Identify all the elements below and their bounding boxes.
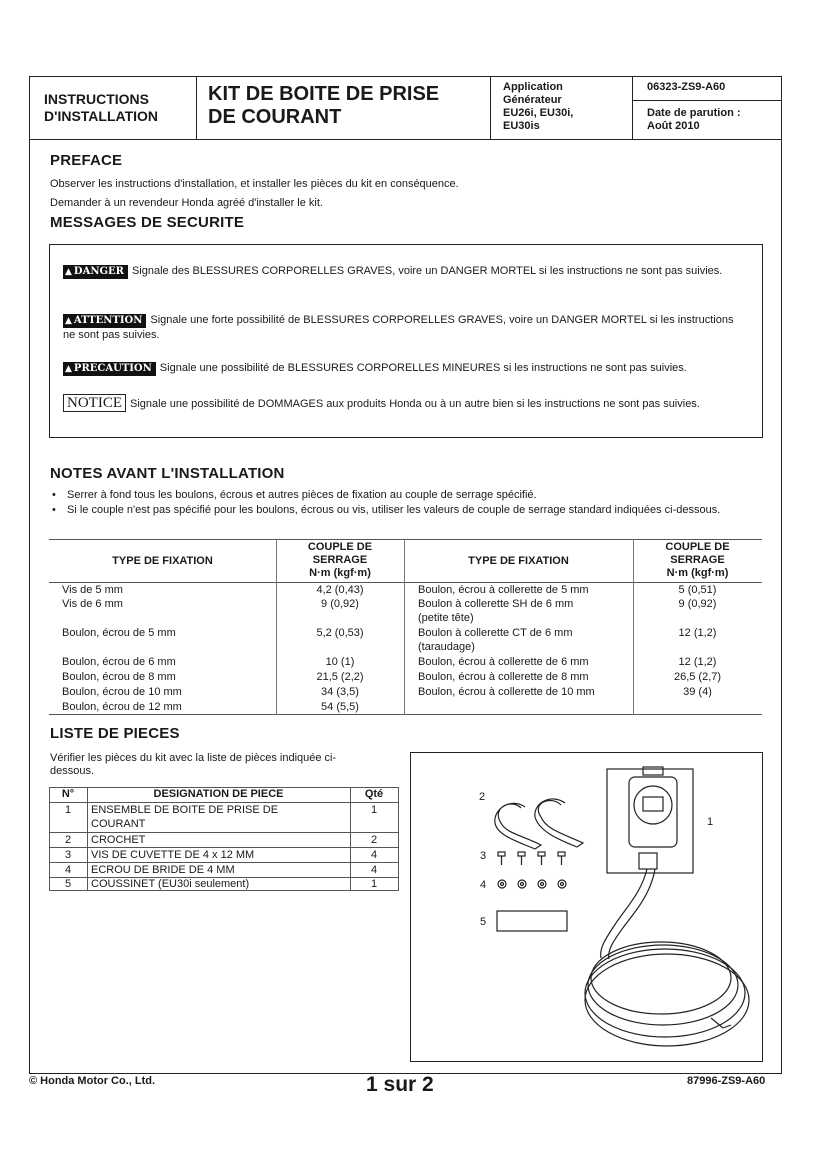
bullet-dot-icon: • xyxy=(52,504,56,516)
torque-right-value: 12 (1,2) xyxy=(678,656,717,668)
parts-row-designation: COUSSINET (EU30i seulement) xyxy=(91,878,250,890)
header-application xyxy=(491,77,633,139)
torque-left-value: 5,2 (0,53) xyxy=(316,627,364,639)
parts-row-no: 5 xyxy=(64,878,72,890)
torque-table xyxy=(49,539,762,715)
torque-left-value: 21,5 (2,2) xyxy=(316,671,364,683)
torque-header-couple-l3: N·m (kgf·m) xyxy=(666,567,729,579)
illus-label-4: 4 xyxy=(480,879,487,891)
parts-illustration xyxy=(410,752,763,1062)
hook-icon xyxy=(535,799,583,847)
torque-left-value: 4,2 (0,43) xyxy=(316,584,364,596)
header-title-line2: DE COURANT xyxy=(208,106,342,128)
torque-left-type: Vis de 5 mm xyxy=(62,584,123,596)
parts-row-qty: 4 xyxy=(370,864,378,876)
screw-icon xyxy=(558,852,565,865)
parts-row-designation-cont: COURANT xyxy=(91,818,146,830)
illus-label-5: 5 xyxy=(480,916,487,928)
header-application-line1: Application xyxy=(503,81,563,93)
torque-left-type: Boulon, écrou de 8 mm xyxy=(62,671,176,683)
header-application-line4: EU30is xyxy=(503,120,540,132)
notes-bullet-2-text: Si le couple n'est pas spécifié pour les boulons, écrous ou vis, utiliser les valeurs de couple de serrage standard indiquées ci-dessous. xyxy=(67,504,721,516)
page-frame-right xyxy=(781,140,782,1074)
nut-icon xyxy=(558,880,566,888)
nut-icon xyxy=(538,880,546,888)
torque-header-couple-right xyxy=(633,541,762,580)
parts-row-designation: ECROU DE BRIDE DE 4 MM xyxy=(91,864,235,876)
torque-header-couple-l1: COUPLE DE xyxy=(665,541,730,553)
torque-left-type: Boulon, écrou de 10 mm xyxy=(62,686,182,698)
danger-text: Signale des BLESSURES CORPORELLES GRAVES, voire un DANGER MORTEL si les instructions ne sont pas suivies. xyxy=(131,265,723,277)
parts-row-designation: CROCHET xyxy=(91,834,146,846)
torque-right-value: 5 (0,51) xyxy=(678,584,717,596)
parts-intro-line1: Vérifier les pièces du kit avec la liste de pièces indiquée ci- xyxy=(50,752,337,764)
torque-left-type: Vis de 6 mm xyxy=(62,598,123,610)
torque-left-type: Boulon, écrou de 5 mm xyxy=(62,627,176,639)
cushion-pad-icon xyxy=(497,911,567,931)
precaution-text: Signale une possibilité de BLESSURES CORPORELLES MINEURES si les instructions ne sont pas suivies. xyxy=(159,362,687,374)
attention-badge xyxy=(63,314,146,328)
notes-bullet-1-text: Serrer à fond tous les boulons, écrous et autres pièces de fixation au couple de serrage spécifié. xyxy=(67,489,537,501)
screw-icon xyxy=(498,852,505,865)
parts-row-no: 1 xyxy=(64,804,72,816)
torque-right-type: Boulon, écrou à collerette de 6 mm xyxy=(418,656,589,668)
header-title xyxy=(197,77,491,139)
parts-table xyxy=(49,787,399,891)
notes-bullet-2 xyxy=(52,504,764,517)
parts-row-qty: 4 xyxy=(370,849,378,861)
torque-right-type: Boulon à collerette SH de 6 mm xyxy=(418,598,574,610)
torque-left-type: Boulon, écrou de 6 mm xyxy=(62,656,176,668)
precaution-badge xyxy=(63,362,156,376)
torque-right-type: Boulon à collerette CT de 6 mm xyxy=(418,627,573,639)
torque-header-couple-l1: COUPLE DE xyxy=(307,541,373,553)
header-application-line3: EU26i, EU30i, xyxy=(503,107,574,119)
header-date xyxy=(633,101,781,133)
preface-line1: Observer les instructions d'installation, et installer les pièces du kit en conséquence. xyxy=(50,178,459,190)
footer-page-number: 1 sur 2 xyxy=(366,1073,434,1096)
parts-row-qty: 1 xyxy=(370,878,378,890)
parts-intro-line2: dessous. xyxy=(50,765,95,777)
torque-right-type: Boulon, écrou à collerette de 10 mm xyxy=(418,686,595,698)
footer-copyright: © Honda Motor Co., Ltd. xyxy=(29,1075,156,1087)
outlet-box-icon xyxy=(607,767,693,873)
header-date-value: Août 2010 xyxy=(647,120,700,132)
parts-row-qty: 1 xyxy=(370,804,378,816)
danger-badge xyxy=(63,265,128,279)
torque-header-couple-left xyxy=(276,541,404,580)
header-application-line2: Générateur xyxy=(503,94,562,106)
parts-row-no: 2 xyxy=(64,834,72,846)
header-doc-type-line2: D'INSTALLATION xyxy=(44,108,159,124)
parts-title: LISTE DE PIECES xyxy=(50,725,180,742)
preface-title: PREFACE xyxy=(50,152,123,169)
bullet-dot-icon: • xyxy=(52,489,56,501)
nut-icon xyxy=(498,880,506,888)
torque-left-value: 34 (3,5) xyxy=(321,686,359,698)
warning-triangle-icon: ▲ xyxy=(65,316,72,326)
parts-drawing xyxy=(411,753,762,1061)
safety-danger xyxy=(63,264,743,279)
torque-right-type: Boulon, écrou à collerette de 5 mm xyxy=(418,584,589,596)
cable-coil-icon xyxy=(585,869,749,1046)
torque-right-value: 9 (0,92) xyxy=(678,598,717,610)
notes-bullet-1 xyxy=(52,489,764,502)
torque-header-type-right: TYPE DE FIXATION xyxy=(468,555,569,567)
torque-header-couple-l2: SERRAGE xyxy=(312,554,368,566)
screw-icon xyxy=(538,852,545,865)
header-doc-type xyxy=(30,77,197,139)
nut-icon xyxy=(518,880,526,888)
torque-left-value: 10 (1) xyxy=(325,656,355,668)
notes-title: NOTES AVANT L'INSTALLATION xyxy=(50,465,285,482)
page-frame-left xyxy=(29,140,30,1074)
torque-left-value: 54 (5,5) xyxy=(321,701,359,713)
torque-left-value: 9 (0,92) xyxy=(321,598,359,610)
safety-messages-box xyxy=(49,244,763,438)
torque-right-type-note: (petite tête) xyxy=(418,612,474,624)
header-doc-type-line1: INSTRUCTIONS xyxy=(44,91,149,107)
attention-badge-label: ATTENTION xyxy=(73,315,143,326)
header-part-code: 06323-ZS9-A60 xyxy=(633,77,781,101)
danger-badge-label: DANGER xyxy=(73,266,124,277)
parts-header-qty: Qté xyxy=(364,788,384,800)
safety-notice xyxy=(63,394,743,412)
parts-row-no: 3 xyxy=(64,849,72,861)
torque-right-type-note: (taraudage) xyxy=(418,641,475,653)
warning-triangle-icon: ▲ xyxy=(65,364,72,374)
footer-code: 87996-ZS9-A60 xyxy=(687,1075,766,1087)
parts-row-designation: VIS DE CUVETTE DE 4 x 12 MM xyxy=(91,849,255,861)
notice-text: Signale une possibilité de DOMMAGES aux produits Honda ou à un autre bien si les instructions ne sont pas suivies. xyxy=(130,398,700,410)
safety-title: MESSAGES DE SECURITE xyxy=(50,214,245,231)
torque-right-type: Boulon, écrou à collerette de 8 mm xyxy=(418,671,589,683)
torque-header-couple-l2: SERRAGE xyxy=(670,554,725,566)
illus-label-2: 2 xyxy=(479,791,486,803)
header-meta xyxy=(633,77,781,139)
illus-label-3: 3 xyxy=(480,850,487,862)
notice-badge: NOTICE xyxy=(63,394,126,412)
torque-header-type-left: TYPE DE FIXATION xyxy=(112,555,213,567)
illus-label-1: 1 xyxy=(707,816,714,828)
screw-icon xyxy=(518,852,525,865)
document-header xyxy=(29,76,782,140)
parts-row-designation: ENSEMBLE DE BOITE DE PRISE DE xyxy=(91,804,279,816)
torque-right-value: 26,5 (2,7) xyxy=(673,671,722,683)
attention-text: Signale une forte possibilité de BLESSURES CORPORELLES GRAVES, voire un DANGER MORTEL si les instructions ne sont pas suivies. xyxy=(63,314,734,341)
precaution-badge-label: PRECAUTION xyxy=(73,363,152,374)
parts-header-no: N° xyxy=(61,788,75,800)
safety-attention xyxy=(63,313,743,342)
header-date-label: Date de parution : xyxy=(647,107,741,119)
header-title-line1: KIT DE BOITE DE PRISE xyxy=(208,83,440,105)
torque-right-value: 39 (4) xyxy=(683,686,712,698)
preface-line2: Demander à un revendeur Honda agréé d'installer le kit. xyxy=(50,197,323,209)
torque-right-value: 12 (1,2) xyxy=(678,627,717,639)
hook-icon xyxy=(495,803,541,849)
parts-row-no: 4 xyxy=(64,864,72,876)
torque-header-couple-l3: N·m (kgf·m) xyxy=(309,567,371,579)
safety-precaution xyxy=(63,361,743,376)
torque-left-type: Boulon, écrou de 12 mm xyxy=(62,701,182,713)
parts-row-qty: 2 xyxy=(370,834,378,846)
warning-triangle-icon: ▲ xyxy=(65,267,72,277)
parts-header-designation: DESIGNATION DE PIECE xyxy=(153,788,284,800)
